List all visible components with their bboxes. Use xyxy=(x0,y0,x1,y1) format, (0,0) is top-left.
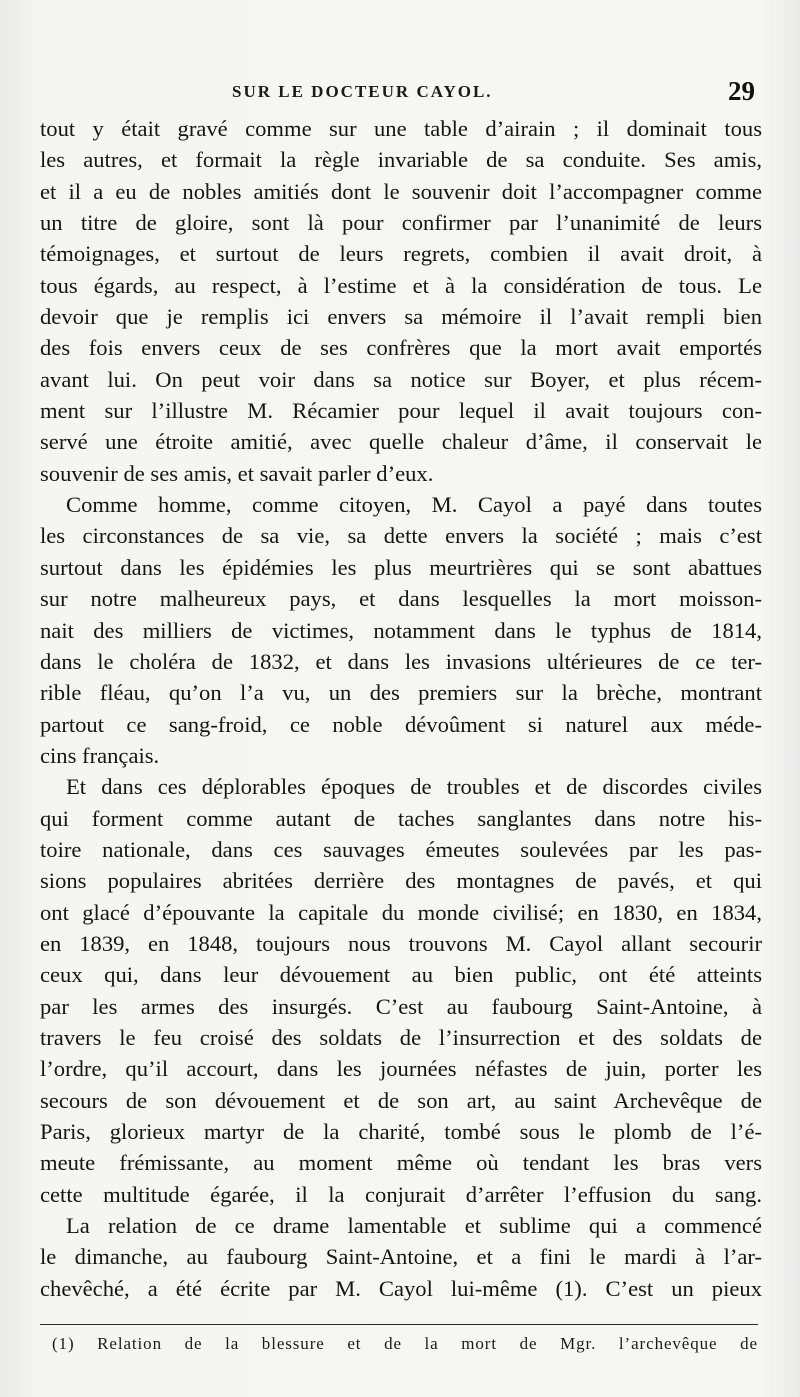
text-line: Paris, glorieux martyr de la charité, tombé sous le plomb de l’é- xyxy=(40,1119,762,1144)
text-line: surtout dans les épidémies les plus meurtrières qui se sont abattues xyxy=(40,554,762,580)
text-line: l’ordre, qu’il accourt, dans les journées néfastes de juin, porter les xyxy=(40,1056,762,1082)
text-line: toire nationale, dans ces sauvages émeutes soulevées par les pas- xyxy=(40,836,762,862)
text-line: servé une étroite amitié, avec quelle chaleur d’âme, il conservait le xyxy=(40,429,762,455)
text-line: tous égards, au respect, à l’estime et à la considération de tous. Le xyxy=(40,272,762,298)
text-line: La relation de ce drame lamentable et sublime qui a commencé xyxy=(66,1213,762,1239)
text-line: devoir que je remplis ici envers sa mémoire il l’avait rempli bien xyxy=(40,304,762,330)
text-line: avant lui. On peut voir dans sa notice sur Boyer, et plus récem- xyxy=(40,366,762,392)
text-line: ment sur l’illustre M. Récamier pour lequel il avait toujours con- xyxy=(40,398,762,424)
text-line: sur notre malheureux pays, et dans lesquelles la mort moisson- xyxy=(40,586,762,612)
text-line: meute frémissante, au moment même où tendant les bras vers xyxy=(40,1150,762,1176)
text-line: dans le choléra de 1832, et dans les invasions ultérieures de ce ter- xyxy=(40,648,762,674)
text-line: partout ce sang-froid, ce noble dévoûment si naturel aux méde- xyxy=(40,711,762,737)
text-line: chevêché, a été écrite par M. Cayol lui-même (1). C’est un pieux xyxy=(40,1275,762,1301)
text-line: rible fléau, qu’on l’a vu, un des premiers sur la brèche, montrant xyxy=(40,680,762,706)
text-line: ont glacé d’épouvante la capitale du monde civilisé; en 1830, en 1834, xyxy=(40,899,762,925)
text-line: souvenir de ses amis, et savait parler d’eux. xyxy=(40,460,434,486)
text-line: les circonstances de sa vie, sa dette envers la société ; mais c’est xyxy=(40,523,762,549)
footnote-rule xyxy=(40,1324,758,1325)
page-number: 29 xyxy=(728,76,755,106)
text-line: témoignages, et surtout de leurs regrets, combien il avait droit, à xyxy=(40,241,762,267)
text-line: et il a eu de nobles amitiés dont le souvenir doit l’accompagner comme xyxy=(40,178,762,204)
text-line: sions populaires abritées derrière des montagnes de pavés, et qui xyxy=(40,868,762,894)
text-line: cette multitude égarée, il la conjurait d’arrêter l’effusion du sang. xyxy=(40,1181,762,1207)
text-line: nait des milliers de victimes, notamment dans le typhus de 1814, xyxy=(40,617,762,643)
text-line: secours de son dévouement et de son art, au saint Archevêque de xyxy=(40,1087,762,1113)
text-line: tout y était gravé comme sur une table d’airain ; il dominait tous xyxy=(40,116,762,141)
text-line: les autres, et formait la règle invariable de sa conduite. Ses amis, xyxy=(40,147,762,173)
text-line: qui forment comme autant de taches sanglantes dans notre his- xyxy=(40,805,762,831)
text-line: des fois envers ceux de ses confrères que la mort avait emportés xyxy=(40,335,762,361)
text-line: le dimanche, au faubourg Saint-Antoine, et a fini le mardi à l’ar- xyxy=(40,1244,762,1270)
running-title: SUR LE DOCTEUR CAYOL. xyxy=(232,82,493,101)
running-head xyxy=(0,78,800,108)
text-line: un titre de gloire, sont là pour confirmer par l’unanimité de leurs xyxy=(40,210,762,236)
text-line: par les armes des insurgés. C’est au faubourg Saint-Antoine, à xyxy=(40,993,762,1019)
text-line: Comme homme, comme citoyen, M. Cayol a payé dans toutes xyxy=(66,492,762,518)
text-line: ceux qui, dans leur dévouement au bien public, ont été atteints xyxy=(40,962,762,988)
footnote: (1) Relation de la blessure et de la mort de Mgr. l’archevêque de xyxy=(52,1334,758,1353)
text-line: travers le feu croisé des soldats de l’insurrection et des soldats de xyxy=(40,1024,762,1050)
text-line: cins français. xyxy=(40,742,160,768)
body-text xyxy=(40,113,762,1304)
text-line: en 1839, en 1848, toujours nous trouvons M. Cayol allant secourir xyxy=(40,930,762,956)
text-line: Et dans ces déplorables époques de troubles et de discordes civiles xyxy=(66,774,762,800)
